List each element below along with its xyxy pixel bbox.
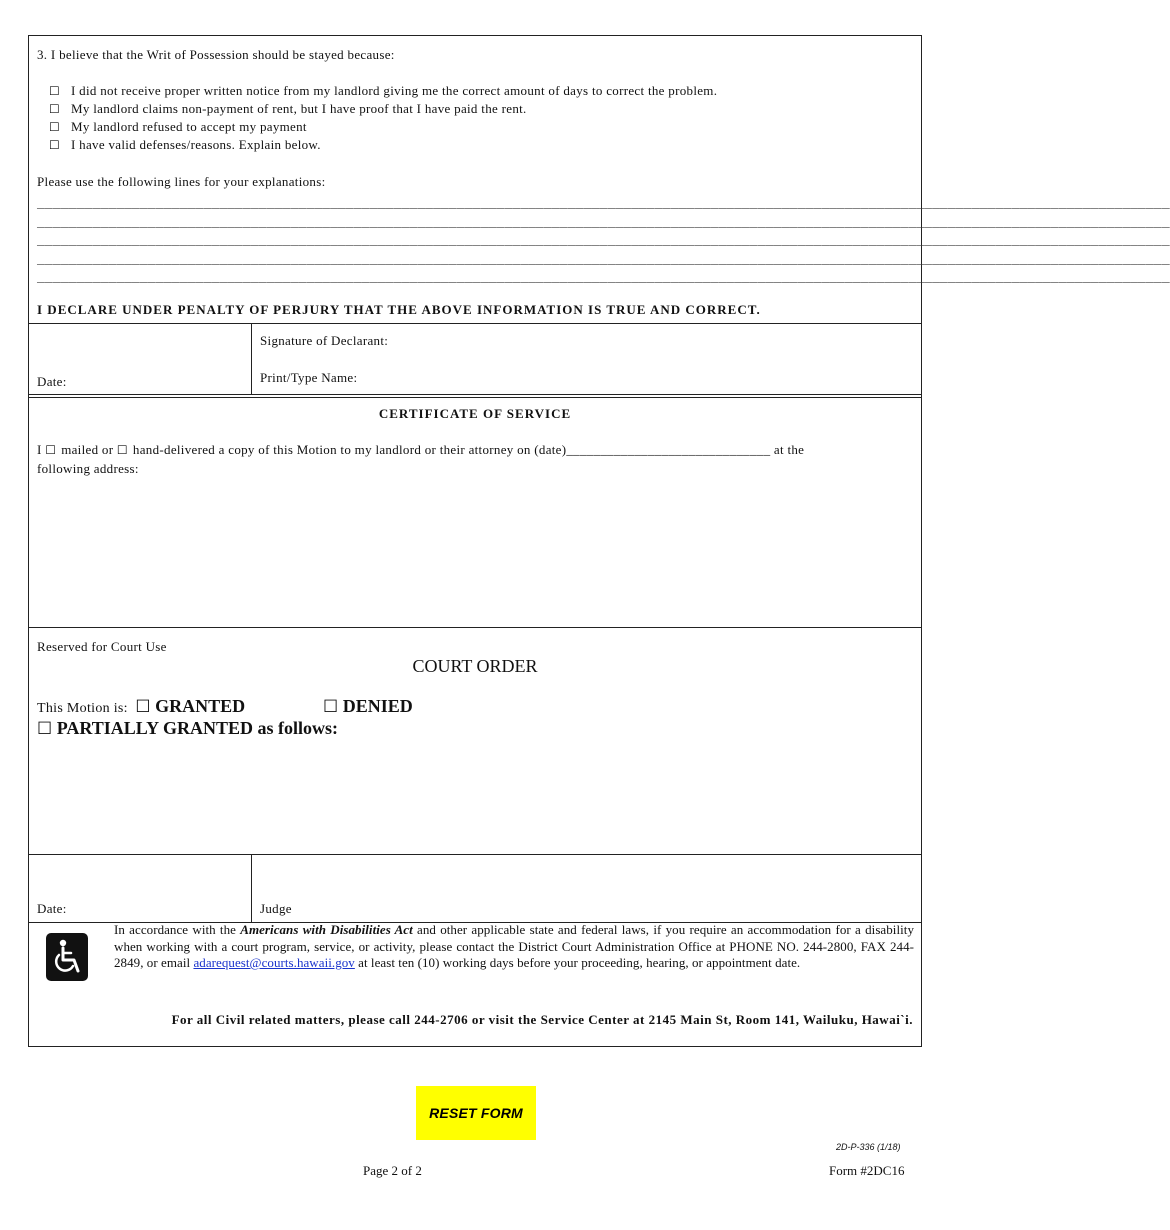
option-3[interactable]	[49, 119, 307, 135]
motion-status-row	[37, 696, 245, 717]
divider	[251, 323, 252, 394]
ada-act: Americans with Disabilities Act	[240, 922, 413, 937]
divider	[29, 627, 921, 628]
ada-email-link[interactable]: adarequest@courts.hawaii.gov	[193, 955, 355, 970]
checkbox-icon[interactable]: ☐	[49, 84, 61, 98]
certificate-prefix: I	[37, 442, 42, 457]
divider	[29, 323, 921, 324]
certificate-line-1	[37, 442, 804, 458]
court-order-title: COURT ORDER	[412, 656, 538, 676]
reserved-label: Reserved for Court Use	[37, 639, 167, 654]
ada-mid: and other applicable state and federal laws, if you require an accommodation for a disability when working with a court program, service, or activity, please contact the District Court Administration Office at PHONE NO. 244-2800, FAX 244-2849, or email	[114, 922, 914, 970]
wheelchair-icon	[46, 933, 88, 981]
partially-label: PARTIALLY GRANTED as follows:	[56, 718, 338, 738]
checkbox-icon[interactable]: ☐	[49, 120, 61, 134]
print-name-label: Print/Type Name:	[260, 370, 358, 385]
civil-matters-note: For all Civil related matters, please call 244-2706 or visit the Service Center at 2145 Main St, Room 141, Wailuku, Hawai`i.	[171, 1012, 913, 1027]
option-3-label: My landlord refused to accept my payment	[71, 119, 307, 134]
motion-is-label: This Motion is:	[37, 701, 128, 717]
form-number: Form #2DC16	[829, 1163, 905, 1178]
reset-form-button[interactable]: RESET FORM	[416, 1086, 536, 1140]
explain-line-4[interactable]: _______________________________________________________________________________________________________________________________________________	[37, 252, 1170, 267]
page-number: Page 2 of 2	[363, 1163, 422, 1178]
option-2[interactable]	[49, 101, 527, 117]
denied-checkbox-icon[interactable]: ☐	[323, 697, 339, 717]
divider	[29, 394, 921, 395]
explain-line-3[interactable]: _______________________________________________________________________________________________________________________________________________	[37, 233, 1170, 248]
certificate-title: CERTIFICATE OF SERVICE	[378, 406, 572, 421]
signature-label: Signature of Declarant:	[260, 333, 389, 348]
option-1-label: I did not receive proper written notice from my landlord giving me the correct amount of days to correct the problem.	[71, 83, 718, 98]
explain-line-1[interactable]: _______________________________________________________________________________________________________________________________________________	[37, 196, 1170, 211]
explain-line-2[interactable]: _______________________________________________________________________________________________________________________________________________	[37, 215, 1170, 230]
option-1[interactable]	[49, 83, 717, 99]
checkbox-icon[interactable]: ☐	[49, 102, 61, 116]
divider	[29, 397, 921, 398]
divider	[251, 854, 252, 922]
explain-prompt: Please use the following lines for your explanations:	[37, 174, 326, 189]
court-date-label: Date:	[37, 901, 67, 916]
option-4[interactable]	[49, 137, 321, 153]
mailed-label: mailed or	[61, 442, 114, 457]
checkbox-icon[interactable]: ☐	[49, 138, 61, 152]
explain-line-5[interactable]: _______________________________________________________________________________________________________________________________________________	[37, 270, 1170, 285]
granted-checkbox-icon[interactable]: ☐	[135, 697, 151, 717]
mailed-checkbox-icon[interactable]: ☐	[45, 443, 57, 457]
section3-intro: 3. I believe that the Writ of Possession should be stayed because:	[37, 47, 395, 62]
hand-delivered-label: hand-delivered a copy of this Motion to my landlord or their attorney on (date)______________________________ at the	[132, 442, 805, 457]
granted-option[interactable]	[135, 696, 245, 716]
partially-checkbox-icon[interactable]: ☐	[37, 719, 53, 739]
judge-label: Judge	[260, 901, 292, 916]
ada-post: at least ten (10) working days before your proceeding, hearing, or appointment date.	[354, 955, 801, 970]
granted-label: GRANTED	[155, 696, 246, 716]
hand-delivered-checkbox-icon[interactable]: ☐	[116, 443, 128, 457]
declaration-text: I DECLARE UNDER PENALTY OF PERJURY THAT THE ABOVE INFORMATION IS TRUE AND CORRECT.	[37, 302, 761, 317]
form-code: 2D-P-336 (1/18)	[836, 1142, 901, 1152]
partially-option[interactable]	[37, 718, 338, 739]
denied-label: DENIED	[342, 696, 413, 716]
denied-option[interactable]	[323, 696, 413, 717]
wheelchair-icon-graphic	[46, 933, 88, 981]
divider	[29, 854, 921, 855]
declaration-date-label: Date:	[37, 374, 67, 389]
certificate-line-2: following address:	[37, 461, 139, 476]
option-4-label: I have valid defenses/reasons. Explain below.	[71, 137, 321, 152]
option-2-label: My landlord claims non-payment of rent, but I have proof that I have paid the rent.	[71, 101, 527, 116]
ada-notice	[114, 922, 914, 972]
form-page	[28, 35, 1170, 1047]
ada-pre: In accordance with the	[114, 922, 241, 937]
